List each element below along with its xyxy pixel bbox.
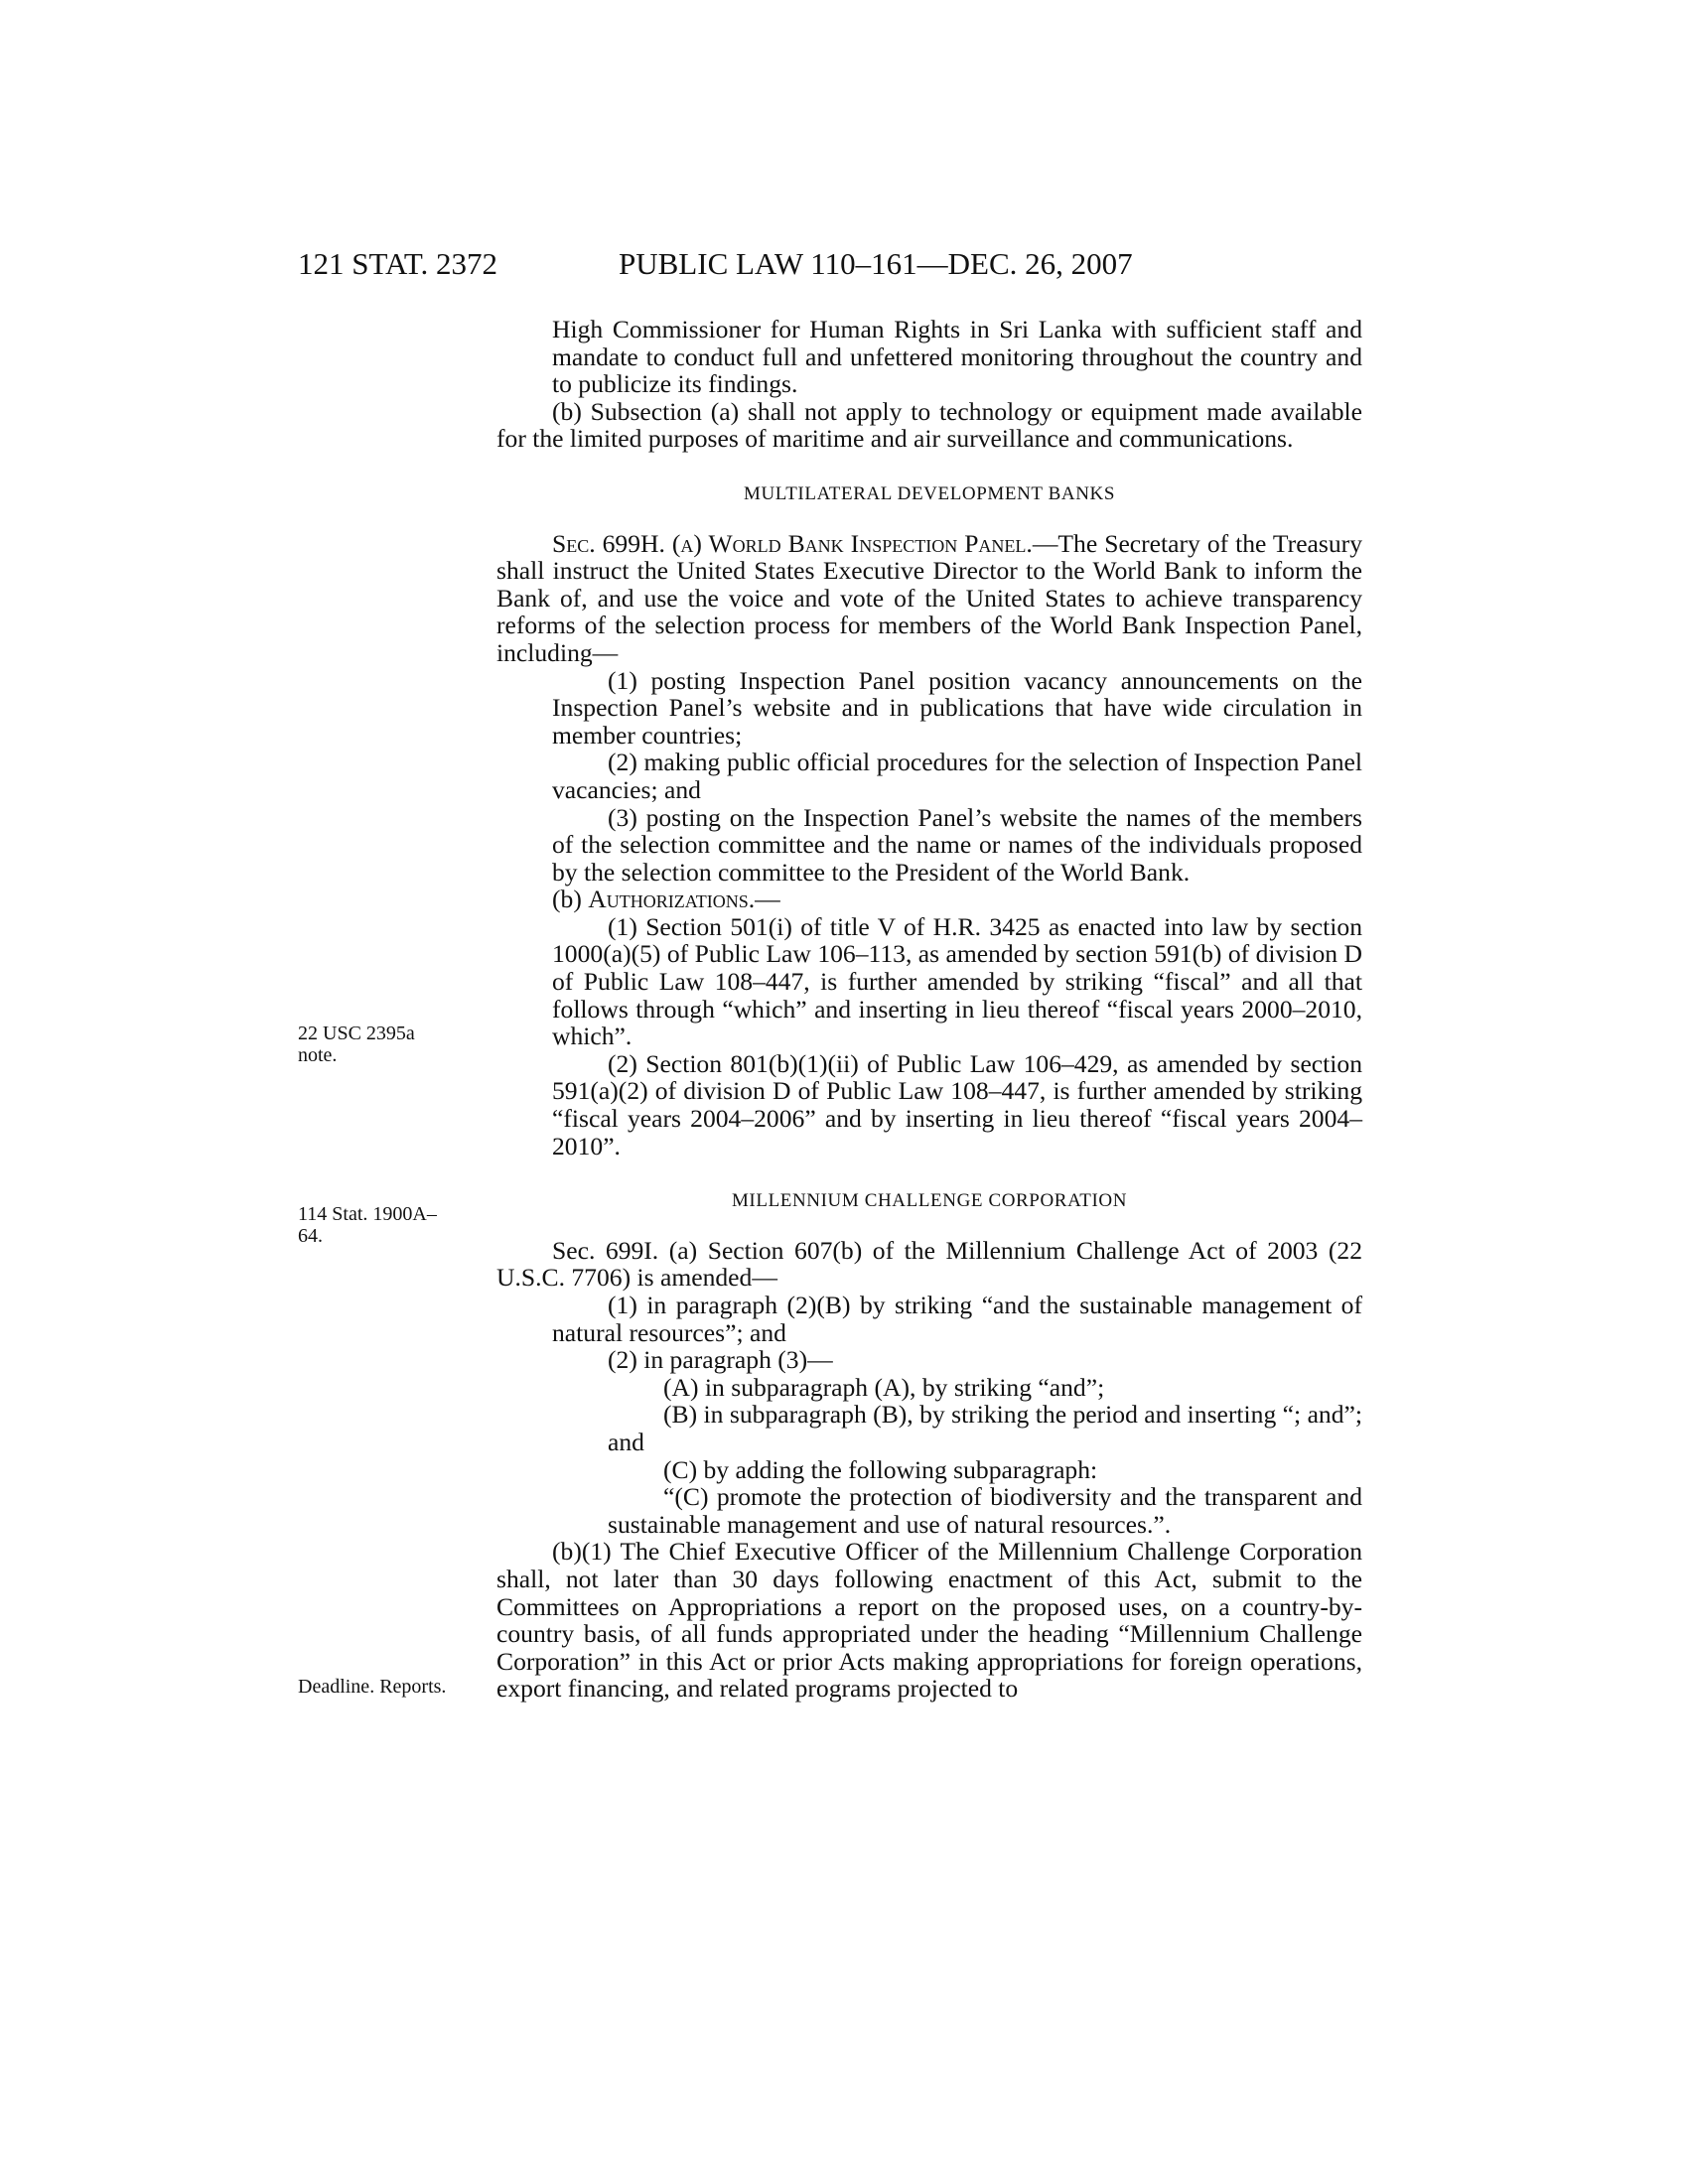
item-authorizations-1: (1) Section 501(i) of title V of H.R. 3425 as enacted into law by section 1000(a)(5) of Public Law 106–113, as amended by section 591(b) of division D of Public Law 108–447, is further amended by striking “fiscal” and all that follows through “which” and inserting in lieu thereof “fiscal years 2000–2010, which”. [552, 911, 1362, 1051]
stat-citation: 121 STAT. 2372 [298, 246, 498, 281]
public-law-title: PUBLIC LAW 110–161—DEC. 26, 2007 [619, 246, 1133, 281]
paragraph-subsection-b: (b) Subsection (a) shall not apply to technology or equipment made available for the limited purposes of maritime and air surveillance and communications. [496, 396, 1362, 454]
statute-body [496, 316, 1362, 1703]
section-699i: Sec. 699I. (a) Section 607(b) of the Millennium Challenge Act of 2003 (22 U.S.C. 7706) is amended— [496, 1235, 1362, 1293]
subsection-b-label: (b) [552, 885, 589, 914]
item-699i-2a: (A) in subparagraph (A), by striking “and”; [663, 1372, 1105, 1402]
heading-millennium-challenge: MILLENNIUM CHALLENGE CORPORATION [731, 1190, 1128, 1212]
subsection-authorizations [496, 886, 1362, 913]
item-699h-2: (2) making public official procedures for the selection of Inspection Panel vacancies; and [552, 748, 1362, 804]
margin-note-deadline: Deadline. Reports. [298, 1676, 447, 1698]
quoted-subparagraph-c: “(C) promote the protection of biodiversity and the transparent and sustainable management and use of natural resources.”. [608, 1482, 1362, 1539]
item-699i-2c: (C) by adding the following subparagraph: [663, 1454, 1098, 1484]
item-699h-3: (3) posting on the Inspection Panel’s website the names of the members of the selection committee and the name or names of the individuals proposed by the selection committee to the President of the World Bank. [552, 802, 1362, 887]
paragraph-continuation: High Commissioner for Human Rights in Sri Lanka with sufficient staff and mandate to conduct full and unfettered monitoring throughout the country and to publicize its findings. [552, 315, 1362, 399]
item-699i-2b: (B) in subparagraph (B), by striking the period and inserting “; and”; and [608, 1400, 1362, 1456]
heading-multilateral-banks: MULTILATERAL DEVELOPMENT BANKS [743, 482, 1116, 504]
section-699h-title: World Bank Inspection Panel. [708, 528, 1033, 558]
paragraph-b1-ceo-report: (b)(1) The Chief Executive Officer of the Millennium Challenge Corporation shall, not later than 30 days following enactment of this Act, submit to the Committees on Appropriations a report on the proposed uses, on a country-by-country basis, of all funds appropriated under the heading “Millennium Challenge Corporation” in this Act or prior Acts making appropriations for foreign operations, export financing, and related programs projected to [496, 1537, 1362, 1704]
margin-note-stat: 114 Stat. 1900A–64. [298, 1203, 437, 1247]
section-699h-text: —The Secretary of the Treasury shall instruct the United States Executive Director to the World Bank to inform the Bank of, and use the voice and vote of the United States to achieve transparency reforms of the selection process for members of the World Bank Inspection Panel, including— [496, 528, 1362, 667]
subsection-b-dash: — [755, 885, 780, 914]
margin-note-usc: 22 USC 2395a note. [298, 1023, 415, 1066]
section-699h [496, 530, 1362, 667]
item-699h-1: (1) posting Inspection Panel position vacancy announcements on the Inspection Panel’s website and in publications that have wide circulation in member countries; [552, 665, 1362, 750]
item-authorizations-2: (2) Section 801(b)(1)(ii) of Public Law 106–429, as amended by section 591(a)(2) of division D of Public Law 108–447, is further amended by striking “fiscal years 2004–2006” and by inserting in lieu thereof “fiscal years 2004–2010”. [552, 1048, 1362, 1160]
section-699h-number: Sec. 699H. (a) [552, 528, 709, 558]
subsection-b-title: Authorizations. [588, 885, 756, 914]
item-699i-2: (2) in paragraph (3)— [608, 1345, 833, 1375]
page-header [298, 246, 1380, 286]
item-699i-1: (1) in paragraph (2)(B) by striking “and the sustainable management of natural resources”; and [552, 1291, 1362, 1347]
